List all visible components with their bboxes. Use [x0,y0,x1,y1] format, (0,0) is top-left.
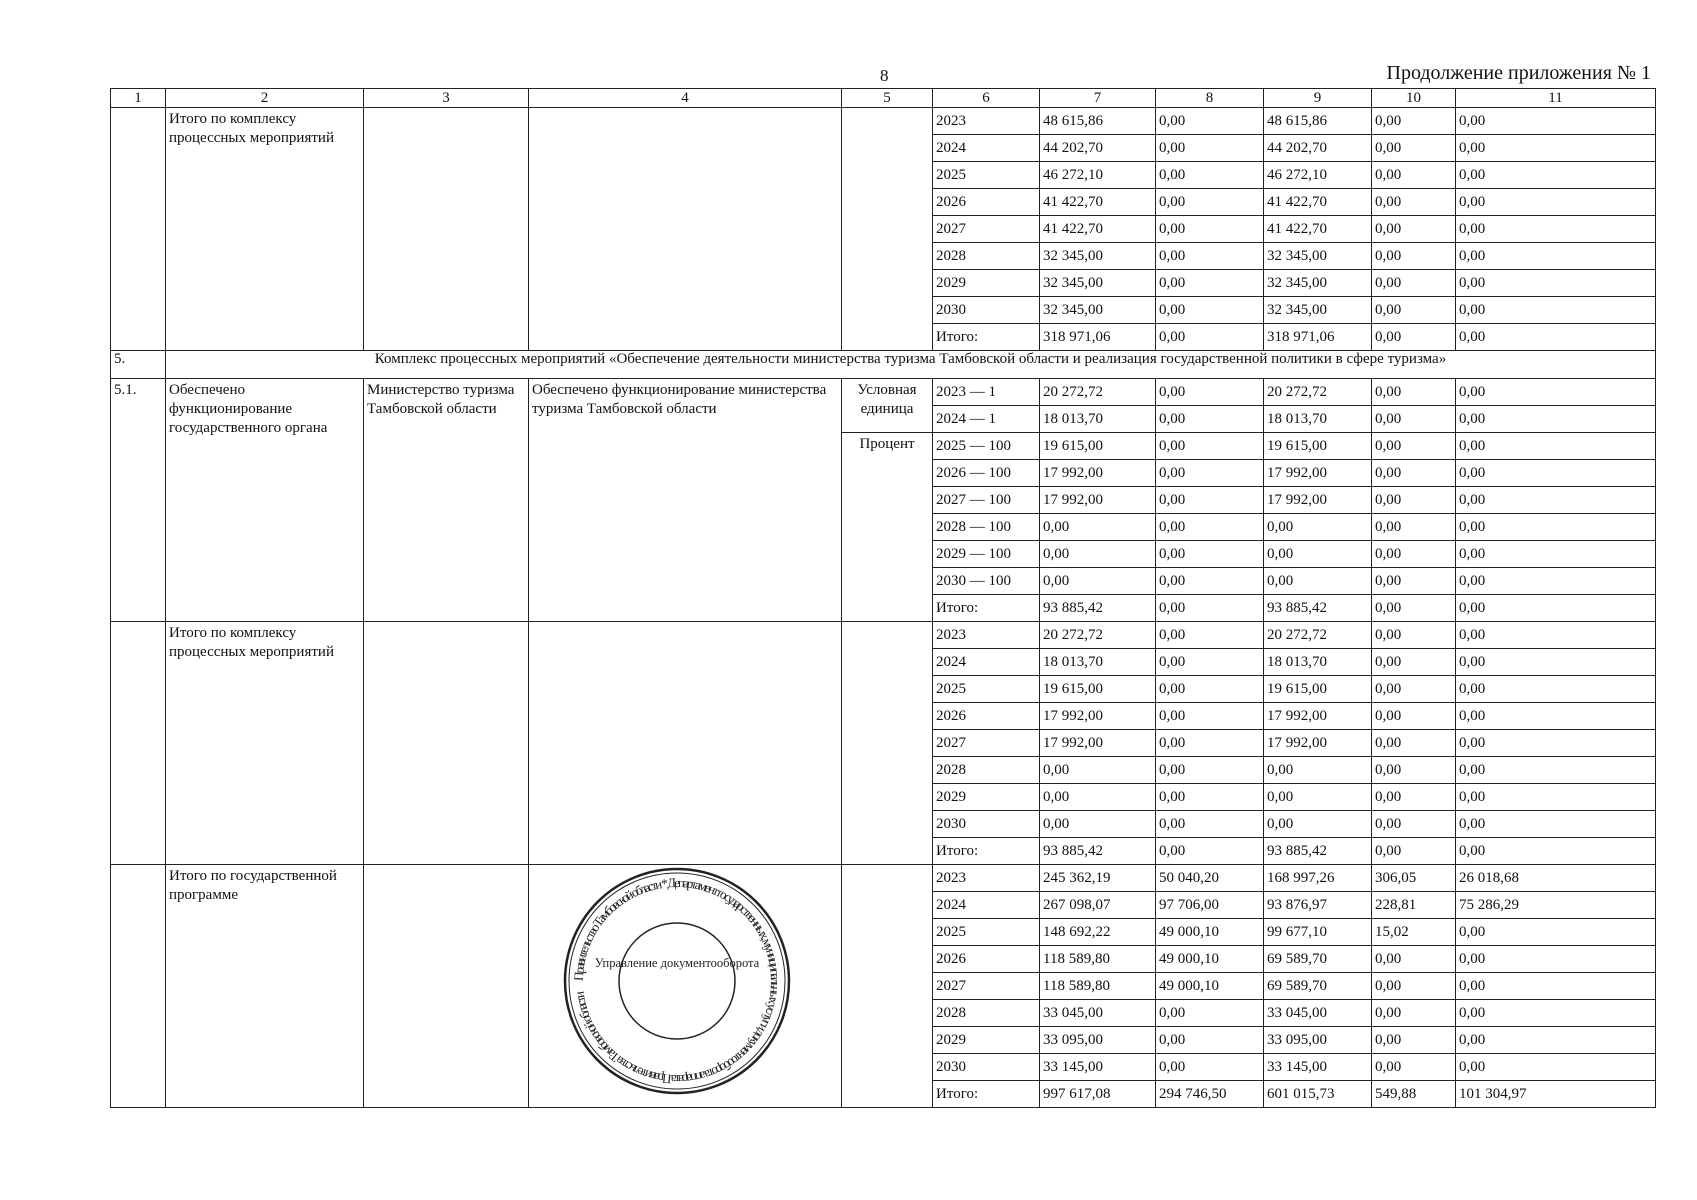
block-a-col-8: 0,00 [1156,297,1264,324]
block-c-year: 2024 [933,892,1040,919]
block-a-col-7: 48 615,86 [1040,108,1156,135]
block-a-col-8: 0,00 [1156,243,1264,270]
item-5-1-col-9: 0,00 [1264,541,1372,568]
block-b-col-11: 0,00 [1456,838,1656,865]
item-5-1-col-10: 0,00 [1372,541,1456,568]
block-c-year: Итого: [933,1081,1040,1108]
block-b-year: 2023 [933,622,1040,649]
block-a-col-10: 0,00 [1372,162,1456,189]
block-b-col-10: 0,00 [1372,784,1456,811]
block-a-c4 [529,108,842,351]
item-5-1-col-11: 0,00 [1456,568,1656,595]
block-b-col-10: 0,00 [1372,703,1456,730]
item-5-1-result: Обеспечено функционирование министерства туризма Тамбовской области [529,379,842,622]
block-b-year: 2024 [933,649,1040,676]
block-b-col-8: 0,00 [1156,703,1264,730]
block-b-col-9: 17 992,00 [1264,730,1372,757]
block-c-col-10: 0,00 [1372,1054,1456,1081]
item-5-1-col-11: 0,00 [1456,487,1656,514]
block-b-col-10: 0,00 [1372,757,1456,784]
block-a-label: Итого по комплексу процессных мероприятий [166,108,364,351]
block-b-col-8: 0,00 [1156,838,1264,865]
block-b-col-11: 0,00 [1456,649,1656,676]
block-a-col-9: 41 422,70 [1264,189,1372,216]
block-c-year: 2026 [933,946,1040,973]
block-b-year: 2027 [933,730,1040,757]
block-c-col-7: 997 617,08 [1040,1081,1156,1108]
block-a-col-8: 0,00 [1156,135,1264,162]
block-a-col-8: 0,00 [1156,324,1264,351]
header-col-7: 7 [1040,89,1156,108]
item-5-1-col-11: 0,00 [1456,514,1656,541]
block-a-c5 [842,108,933,351]
item-5-1-col-10: 0,00 [1372,595,1456,622]
block-c-col-7: 118 589,80 [1040,973,1156,1000]
block-a-year: 2024 [933,135,1040,162]
block-b-col-8: 0,00 [1156,676,1264,703]
block-c-col-11: 0,00 [1456,1000,1656,1027]
block-a-col-7: 32 345,00 [1040,243,1156,270]
item-5-1-col-10: 0,00 [1372,406,1456,433]
block-b-col-7: 17 992,00 [1040,730,1156,757]
block-c-col-10: 0,00 [1372,1000,1456,1027]
block-b-col-10: 0,00 [1372,838,1456,865]
block-b-col-9: 0,00 [1264,784,1372,811]
block-b-col-9: 17 992,00 [1264,703,1372,730]
block-c-c4 [529,865,842,1108]
block-c-col-8: 97 706,00 [1156,892,1264,919]
item-5-1-col-7: 93 885,42 [1040,595,1156,622]
item-5-1-col-11: 0,00 [1456,595,1656,622]
block-c-col-7: 148 692,22 [1040,919,1156,946]
item-5-1-col-8: 0,00 [1156,541,1264,568]
block-b-year: 2026 [933,703,1040,730]
block-b-col-11: 0,00 [1456,757,1656,784]
svg-text:Правительство Тамбовской облас: Правительство Тамбовской области * Департамент государственных, муниципальных услуг и документооборота аппарата Правительства Тамбовской области [570,874,784,1088]
block-a-col-11: 0,00 [1456,162,1656,189]
block-b-col-9: 0,00 [1264,757,1372,784]
item-5-1-col-7: 19 615,00 [1040,433,1156,460]
block-c-num [111,865,166,1108]
block-b-c5 [842,622,933,865]
item-5-1-unit-percent: Процент [842,433,933,622]
block-a-col-11: 0,00 [1456,324,1656,351]
block-a-year: 2027 [933,216,1040,243]
block-a-col-7: 32 345,00 [1040,270,1156,297]
block-b-col-8: 0,00 [1156,784,1264,811]
item-5-1-year: 2028 — 100 [933,514,1040,541]
block-c-col-8: 49 000,10 [1156,946,1264,973]
item-5-1-col-8: 0,00 [1156,406,1264,433]
block-a-col-9: 41 422,70 [1264,216,1372,243]
block-c-label: Итого по государственной программе [166,865,364,1108]
item-5-1-col-8: 0,00 [1156,460,1264,487]
item-5-1-col-11: 0,00 [1456,379,1656,406]
block-a-col-9: 44 202,70 [1264,135,1372,162]
block-b-col-9: 20 272,72 [1264,622,1372,649]
item-5-1-year: 2029 — 100 [933,541,1040,568]
block-a-col-9: 48 615,86 [1264,108,1372,135]
block-a-num [111,108,166,351]
block-a-row [111,108,1656,135]
block-b-col-9: 0,00 [1264,811,1372,838]
block-c-row [111,865,1656,892]
block-a-col-9: 46 272,10 [1264,162,1372,189]
block-c-col-7: 33 145,00 [1040,1054,1156,1081]
block-b-col-8: 0,00 [1156,757,1264,784]
block-b-year: 2029 [933,784,1040,811]
block-c-year: 2027 [933,973,1040,1000]
block-c-year: 2028 [933,1000,1040,1027]
item-5-1-col-8: 0,00 [1156,487,1264,514]
block-c-col-7: 118 589,80 [1040,946,1156,973]
block-b-col-7: 0,00 [1040,757,1156,784]
header-col-9: 9 [1264,89,1372,108]
block-b-c4 [529,622,842,865]
header-col-1: 1 [111,89,166,108]
item-5-1-col-7: 20 272,72 [1040,379,1156,406]
block-b-year: 2028 [933,757,1040,784]
block-b-label: Итого по комплексу процессных мероприятий [166,622,364,865]
block-a-col-7: 46 272,10 [1040,162,1156,189]
item-5-1-col-8: 0,00 [1156,568,1264,595]
page-number: 8 [880,66,889,85]
block-a-col-7: 318 971,06 [1040,324,1156,351]
item-5-1-col-9: 17 992,00 [1264,487,1372,514]
block-c-col-7: 245 362,19 [1040,865,1156,892]
block-a-col-11: 0,00 [1456,108,1656,135]
block-c-col-9: 99 677,10 [1264,919,1372,946]
block-a-col-10: 0,00 [1372,243,1456,270]
block-b-col-8: 0,00 [1156,622,1264,649]
block-b-col-11: 0,00 [1456,622,1656,649]
item-5-1-col-7: 17 992,00 [1040,460,1156,487]
item-5-1-col-9: 93 885,42 [1264,595,1372,622]
block-a-col-9: 32 345,00 [1264,270,1372,297]
official-stamp [561,865,793,1097]
block-b-col-7: 0,00 [1040,811,1156,838]
block-c-col-11: 75 286,29 [1456,892,1656,919]
item-5-1-year: 2024 — 1 [933,406,1040,433]
item-5-1-year: 2025 — 100 [933,433,1040,460]
item-5-1-col-7: 17 992,00 [1040,487,1156,514]
block-a-col-8: 0,00 [1156,270,1264,297]
block-c-col-8: 49 000,10 [1156,973,1264,1000]
block-b-col-11: 0,00 [1456,676,1656,703]
block-c-col-10: 228,81 [1372,892,1456,919]
block-c-col-9: 601 015,73 [1264,1081,1372,1108]
block-a-col-10: 0,00 [1372,297,1456,324]
block-c-col-11: 0,00 [1456,1027,1656,1054]
block-c-col-11: 26 018,68 [1456,865,1656,892]
item-5-1-col-10: 0,00 [1372,379,1456,406]
item-5-1-col-11: 0,00 [1456,460,1656,487]
block-c-col-11: 0,00 [1456,973,1656,1000]
item-5-1-col-9: 18 013,70 [1264,406,1372,433]
item-5-1-year: Итого: [933,595,1040,622]
item-5-1-year: 2026 — 100 [933,460,1040,487]
block-a-year: 2029 [933,270,1040,297]
item-5-1-col-10: 0,00 [1372,514,1456,541]
block-c-col-9: 69 589,70 [1264,946,1372,973]
block-c-col-10: 0,00 [1372,946,1456,973]
item-5-1-col-10: 0,00 [1372,460,1456,487]
block-a-col-11: 0,00 [1456,270,1656,297]
header-col-3: 3 [364,89,529,108]
block-c-col-8: 50 040,20 [1156,865,1264,892]
block-a-col-11: 0,00 [1456,135,1656,162]
block-c-col-10: 306,05 [1372,865,1456,892]
item-5-1-col-7: 0,00 [1040,541,1156,568]
block-c-col-8: 49 000,10 [1156,919,1264,946]
block-a-col-9: 32 345,00 [1264,243,1372,270]
item-5-1-col-10: 0,00 [1372,433,1456,460]
block-c-col-7: 267 098,07 [1040,892,1156,919]
block-b-col-7: 0,00 [1040,784,1156,811]
item-5-1-col-7: 18 013,70 [1040,406,1156,433]
block-b-col-8: 0,00 [1156,811,1264,838]
block-c-col-8: 0,00 [1156,1027,1264,1054]
continuation-title: Продолжение приложения № 1 [1386,62,1651,84]
section-5-title: Комплекс процессных мероприятий «Обеспечение деятельности министерства туризма Тамбовской области и реализация государственной политики в сфере туризма» [166,351,1656,379]
block-c-col-9: 168 997,26 [1264,865,1372,892]
header-col-8: 8 [1156,89,1264,108]
block-b-col-10: 0,00 [1372,622,1456,649]
item-5-1-col-11: 0,00 [1456,541,1656,568]
block-c-c3 [364,865,529,1108]
block-a-col-10: 0,00 [1372,324,1456,351]
block-a-year: 2023 [933,108,1040,135]
block-c-col-9: 69 589,70 [1264,973,1372,1000]
item-5-1-col-7: 0,00 [1040,568,1156,595]
header-col-6: 6 [933,89,1040,108]
block-b-year: 2025 [933,676,1040,703]
block-a-col-7: 32 345,00 [1040,297,1156,324]
block-b-col-11: 0,00 [1456,784,1656,811]
block-c-col-10: 549,88 [1372,1081,1456,1108]
block-c-col-11: 101 304,97 [1456,1081,1656,1108]
block-b-col-11: 0,00 [1456,811,1656,838]
block-b-year: Итого: [933,838,1040,865]
block-b-col-10: 0,00 [1372,730,1456,757]
block-c-col-9: 33 145,00 [1264,1054,1372,1081]
block-a-c3 [364,108,529,351]
item-5-1-unit-conditional: Условная единица [842,379,933,433]
item-5-1-col-8: 0,00 [1156,514,1264,541]
item-5-1-col-8: 0,00 [1156,379,1264,406]
block-a-col-10: 0,00 [1372,135,1456,162]
header-col-10: 10 [1372,89,1456,108]
block-c-year: 2030 [933,1054,1040,1081]
block-c-col-8: 0,00 [1156,1000,1264,1027]
block-a-col-8: 0,00 [1156,189,1264,216]
block-b-col-8: 0,00 [1156,649,1264,676]
block-b-num [111,622,166,865]
block-a-col-11: 0,00 [1456,216,1656,243]
block-b-col-9: 18 013,70 [1264,649,1372,676]
item-5-1-col-10: 0,00 [1372,568,1456,595]
block-a-col-10: 0,00 [1372,189,1456,216]
item-5-1-col-8: 0,00 [1156,595,1264,622]
block-c-col-9: 33 045,00 [1264,1000,1372,1027]
block-b-col-7: 17 992,00 [1040,703,1156,730]
block-c-col-8: 294 746,50 [1156,1081,1264,1108]
item-5-1-year: 2023 — 1 [933,379,1040,406]
block-c-c5 [842,865,933,1108]
block-b-year: 2030 [933,811,1040,838]
block-b-c3 [364,622,529,865]
block-a-year: 2030 [933,297,1040,324]
block-b-col-10: 0,00 [1372,811,1456,838]
item-5-1-col-9: 0,00 [1264,514,1372,541]
item-5-1-col-7: 0,00 [1040,514,1156,541]
section-5-row [111,351,1656,379]
header-col-4: 4 [529,89,842,108]
block-a-col-8: 0,00 [1156,108,1264,135]
block-c-col-10: 15,02 [1372,919,1456,946]
item-5-1-col-9: 20 272,72 [1264,379,1372,406]
block-c-year: 2023 [933,865,1040,892]
block-b-col-8: 0,00 [1156,730,1264,757]
block-a-year: 2028 [933,243,1040,270]
item-5-1-col-10: 0,00 [1372,487,1456,514]
block-b-col-7: 20 272,72 [1040,622,1156,649]
block-a-col-10: 0,00 [1372,270,1456,297]
block-b-col-9: 19 615,00 [1264,676,1372,703]
block-c-year: 2025 [933,919,1040,946]
block-c-col-10: 0,00 [1372,973,1456,1000]
item-5-1-year: 2030 — 100 [933,568,1040,595]
block-b-col-9: 93 885,42 [1264,838,1372,865]
block-b-col-10: 0,00 [1372,676,1456,703]
header-row [111,89,1656,108]
item-5-1-col-8: 0,00 [1156,433,1264,460]
block-a-year: 2025 [933,162,1040,189]
header-col-11: 11 [1456,89,1656,108]
block-a-year: 2026 [933,189,1040,216]
block-a-col-8: 0,00 [1156,216,1264,243]
item-5-1-col-9: 0,00 [1264,568,1372,595]
block-c-col-11: 0,00 [1456,946,1656,973]
block-c-col-8: 0,00 [1156,1054,1264,1081]
stamp-inner-text: Управление документооборота [594,956,760,970]
block-b-col-7: 19 615,00 [1040,676,1156,703]
block-c-col-9: 33 095,00 [1264,1027,1372,1054]
item-5-1-responsible: Министерство туризма Тамбовской области [364,379,529,622]
block-a-col-8: 0,00 [1156,162,1264,189]
block-b-col-7: 18 013,70 [1040,649,1156,676]
item-5-1-row [111,379,1656,406]
item-5-1-name: Обеспечено функционирование государственного органа [166,379,364,622]
block-a-col-7: 41 422,70 [1040,189,1156,216]
block-a-col-7: 41 422,70 [1040,216,1156,243]
block-b-col-10: 0,00 [1372,649,1456,676]
item-5-1-col-9: 17 992,00 [1264,460,1372,487]
item-5-1-year: 2027 — 100 [933,487,1040,514]
block-c-year: 2029 [933,1027,1040,1054]
block-a-col-9: 318 971,06 [1264,324,1372,351]
block-c-col-9: 93 876,97 [1264,892,1372,919]
block-b-col-11: 0,00 [1456,703,1656,730]
block-a-col-11: 0,00 [1456,243,1656,270]
block-a-col-10: 0,00 [1372,108,1456,135]
block-a-col-11: 0,00 [1456,189,1656,216]
block-a-col-10: 0,00 [1372,216,1456,243]
block-c-col-7: 33 045,00 [1040,1000,1156,1027]
block-a-col-7: 44 202,70 [1040,135,1156,162]
item-5-1-col-11: 0,00 [1456,406,1656,433]
section-5-number: 5. [111,351,166,379]
item-5-1-number: 5.1. [111,379,166,622]
item-5-1-col-11: 0,00 [1456,433,1656,460]
block-b-row [111,622,1656,649]
block-c-col-10: 0,00 [1372,1027,1456,1054]
budget-table [110,88,1656,1108]
block-a-col-9: 32 345,00 [1264,297,1372,324]
header-col-2: 2 [166,89,364,108]
block-c-col-7: 33 095,00 [1040,1027,1156,1054]
item-5-1-col-9: 19 615,00 [1264,433,1372,460]
block-b-col-11: 0,00 [1456,730,1656,757]
block-c-col-11: 0,00 [1456,919,1656,946]
block-c-col-11: 0,00 [1456,1054,1656,1081]
block-a-col-11: 0,00 [1456,297,1656,324]
header-col-5: 5 [842,89,933,108]
block-a-year: Итого: [933,324,1040,351]
block-b-col-7: 93 885,42 [1040,838,1156,865]
